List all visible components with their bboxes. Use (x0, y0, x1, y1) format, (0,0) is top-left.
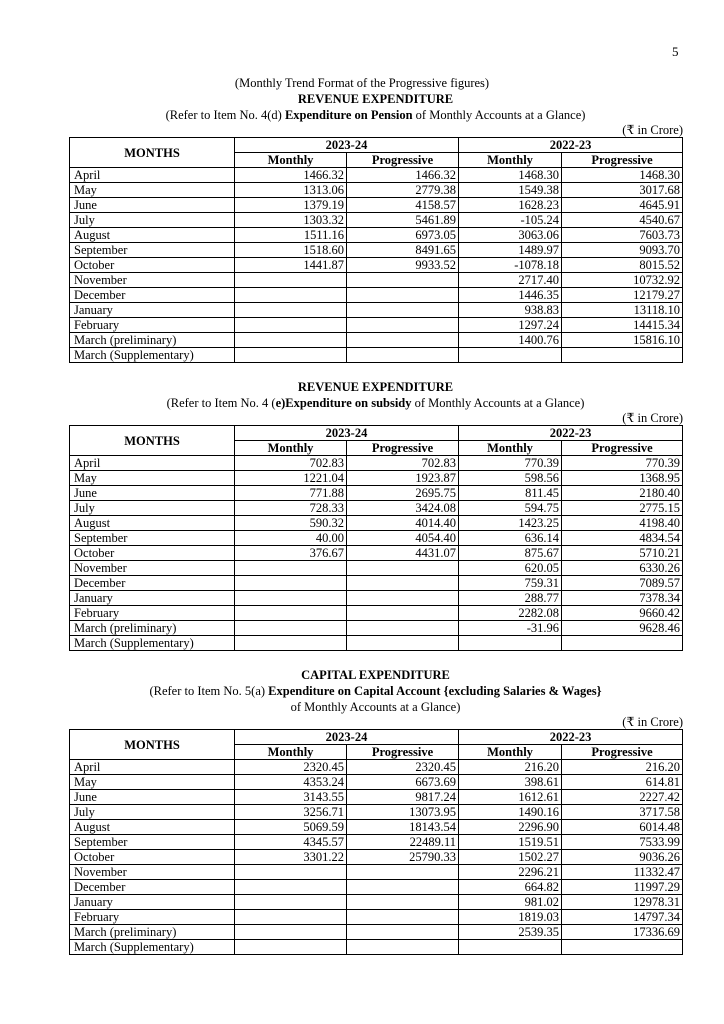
month-cell: August (70, 820, 235, 835)
monthly-previous-cell: -31.96 (459, 621, 562, 636)
unit-label: (₹ in Crore) (622, 411, 683, 425)
header-row-years (70, 138, 683, 153)
month-cell: October (70, 546, 235, 561)
month-cell: May (70, 775, 235, 790)
monthly-previous-cell: 2296.90 (459, 820, 562, 835)
progressive-previous-cell: 12179.27 (562, 288, 683, 303)
progressive-current-cell (347, 333, 459, 348)
monthly-current-cell (235, 561, 347, 576)
progressive-current-cell: 1923.87 (347, 471, 459, 486)
month-cell: July (70, 501, 235, 516)
table-row (70, 621, 683, 636)
progressive-header: Progressive (562, 441, 683, 456)
monthly-previous-cell: 2717.40 (459, 273, 562, 288)
progressive-previous-cell: 4834.54 (562, 531, 683, 546)
month-cell: January (70, 303, 235, 318)
monthly-current-cell: 1313.06 (235, 183, 347, 198)
monthly-current-cell (235, 865, 347, 880)
monthly-previous-cell: 288.77 (459, 591, 562, 606)
month-cell: December (70, 288, 235, 303)
table-row (70, 561, 683, 576)
progressive-previous-cell: 6330.26 (562, 561, 683, 576)
monthly-previous-cell: 1490.16 (459, 805, 562, 820)
monthly-current-cell: 4353.24 (235, 775, 347, 790)
monthly-header: Monthly (235, 745, 347, 760)
progressive-current-cell (347, 880, 459, 895)
progressive-previous-cell: 614.81 (562, 775, 683, 790)
section-reference (0, 107, 724, 123)
progressive-previous-cell: 12978.31 (562, 895, 683, 910)
progressive-previous-cell: 11332.47 (562, 865, 683, 880)
progressive-previous-cell: 11997.29 (562, 880, 683, 895)
monthly-previous-cell: 770.39 (459, 456, 562, 471)
progressive-current-cell (347, 561, 459, 576)
table-row (70, 820, 683, 835)
reference-prefix: (Refer to Item No. 4 ( (166, 396, 276, 410)
monthly-previous-cell: 938.83 (459, 303, 562, 318)
header-row-years (70, 426, 683, 441)
month-cell: August (70, 228, 235, 243)
section-reference-line2: of Monthly Accounts at a Glance) (290, 700, 461, 714)
table-row (70, 865, 683, 880)
monthly-previous-cell: 216.20 (459, 760, 562, 775)
month-cell: September (70, 531, 235, 546)
monthly-previous-cell: 2296.21 (459, 865, 562, 880)
progressive-current-cell: 4014.40 (347, 516, 459, 531)
monthly-current-cell: 728.33 (235, 501, 347, 516)
progressive-current-cell (347, 288, 459, 303)
unit-label: (₹ in Crore) (622, 123, 683, 137)
table-row (70, 288, 683, 303)
monthly-current-cell: 590.32 (235, 516, 347, 531)
progressive-current-cell (347, 318, 459, 333)
progressive-current-cell: 3424.08 (347, 501, 459, 516)
progressive-current-cell: 4431.07 (347, 546, 459, 561)
month-cell: April (70, 456, 235, 471)
monthly-previous-cell: 759.31 (459, 576, 562, 591)
monthly-header: Monthly (459, 745, 562, 760)
progressive-previous-cell: 7089.57 (562, 576, 683, 591)
month-cell: March (Supplementary) (70, 940, 235, 955)
monthly-previous-cell: 620.05 (459, 561, 562, 576)
table-row (70, 910, 683, 925)
months-header: MONTHS (70, 426, 235, 456)
progressive-current-cell: 702.83 (347, 456, 459, 471)
monthly-previous-cell: 875.67 (459, 546, 562, 561)
month-cell: September (70, 835, 235, 850)
progressive-header: Progressive (562, 745, 683, 760)
month-cell: April (70, 168, 235, 183)
monthly-previous-cell: 981.02 (459, 895, 562, 910)
monthly-header: Monthly (459, 153, 562, 168)
progressive-current-cell (347, 273, 459, 288)
progressive-current-cell (347, 303, 459, 318)
month-cell: May (70, 183, 235, 198)
month-cell: October (70, 258, 235, 273)
progressive-previous-cell: 14415.34 (562, 318, 683, 333)
table-row (70, 940, 683, 955)
monthly-previous-cell: 1446.35 (459, 288, 562, 303)
progressive-previous-cell (562, 636, 683, 651)
table-row (70, 348, 683, 363)
table-row (70, 805, 683, 820)
month-cell: July (70, 213, 235, 228)
month-cell: August (70, 516, 235, 531)
progressive-current-cell (347, 606, 459, 621)
progressive-previous-cell: 9660.42 (562, 606, 683, 621)
monthly-current-cell: 702.83 (235, 456, 347, 471)
page-number: 5 (672, 44, 679, 59)
monthly-previous-cell: 1549.38 (459, 183, 562, 198)
month-cell: November (70, 865, 235, 880)
reference-suffix: of Monthly Accounts at a Glance) (411, 396, 585, 410)
monthly-current-cell (235, 940, 347, 955)
reference-suffix: of Monthly Accounts at a Glance) (412, 108, 586, 122)
table-row (70, 333, 683, 348)
progressive-previous-cell: 7378.34 (562, 591, 683, 606)
progressive-previous-cell: 4645.91 (562, 198, 683, 213)
monthly-current-cell (235, 591, 347, 606)
monthly-current-cell (235, 880, 347, 895)
reference-prefix: (Refer to Item No. 4(d) (165, 108, 285, 122)
progressive-previous-cell: 13118.10 (562, 303, 683, 318)
progressive-header: Progressive (562, 153, 683, 168)
monthly-current-cell: 40.00 (235, 531, 347, 546)
monthly-current-cell (235, 303, 347, 318)
monthly-previous-cell: 3063.06 (459, 228, 562, 243)
monthly-current-cell: 1441.87 (235, 258, 347, 273)
table-row (70, 576, 683, 591)
progressive-current-cell (347, 940, 459, 955)
unit-label: (₹ in Crore) (622, 715, 683, 729)
month-cell: March (preliminary) (70, 925, 235, 940)
monthly-current-cell (235, 621, 347, 636)
progressive-previous-cell: 770.39 (562, 456, 683, 471)
monthly-previous-cell: 1400.76 (459, 333, 562, 348)
monthly-current-cell (235, 288, 347, 303)
progressive-previous-cell: 17336.69 (562, 925, 683, 940)
table-row (70, 531, 683, 546)
progressive-current-cell: 22489.11 (347, 835, 459, 850)
progressive-current-cell: 25790.33 (347, 850, 459, 865)
progressive-current-cell (347, 925, 459, 940)
year-header-current: 2023-24 (235, 426, 459, 441)
progressive-previous-cell (562, 940, 683, 955)
monthly-current-cell: 2320.45 (235, 760, 347, 775)
monthly-previous-cell (459, 636, 562, 651)
year-header-previous: 2022-23 (459, 730, 683, 745)
month-cell: March (Supplementary) (70, 636, 235, 651)
month-cell: June (70, 486, 235, 501)
progressive-current-cell (347, 591, 459, 606)
monthly-current-cell: 376.67 (235, 546, 347, 561)
progressive-current-cell (347, 348, 459, 363)
month-cell: June (70, 198, 235, 213)
progressive-current-cell: 1466.32 (347, 168, 459, 183)
table-row (70, 213, 683, 228)
progressive-current-cell: 2779.38 (347, 183, 459, 198)
progressive-previous-cell: 10732.92 (562, 273, 683, 288)
table-row (70, 228, 683, 243)
monthly-current-cell (235, 273, 347, 288)
progressive-previous-cell: 3717.58 (562, 805, 683, 820)
month-cell: January (70, 591, 235, 606)
table-row (70, 925, 683, 940)
month-cell: March (preliminary) (70, 333, 235, 348)
progressive-previous-cell: 7603.73 (562, 228, 683, 243)
monthly-current-cell (235, 636, 347, 651)
table-row (70, 636, 683, 651)
progressive-previous-cell: 1468.30 (562, 168, 683, 183)
monthly-previous-cell: 1297.24 (459, 318, 562, 333)
progressive-current-cell (347, 621, 459, 636)
month-cell: September (70, 243, 235, 258)
progressive-current-cell (347, 910, 459, 925)
month-cell: December (70, 880, 235, 895)
table-row (70, 471, 683, 486)
monthly-previous-cell: 398.61 (459, 775, 562, 790)
progressive-current-cell: 6973.05 (347, 228, 459, 243)
month-cell: February (70, 910, 235, 925)
progressive-current-cell: 2320.45 (347, 760, 459, 775)
monthly-previous-cell (459, 940, 562, 955)
monthly-previous-cell: 1519.51 (459, 835, 562, 850)
progressive-previous-cell: 9036.26 (562, 850, 683, 865)
progressive-previous-cell: 15816.10 (562, 333, 683, 348)
table-row (70, 546, 683, 561)
section-heading: CAPITAL EXPENDITURE (301, 668, 450, 682)
month-cell: February (70, 606, 235, 621)
monthly-previous-cell: 636.14 (459, 531, 562, 546)
table-row (70, 850, 683, 865)
month-cell: December (70, 576, 235, 591)
section-capital (69, 668, 682, 955)
progressive-current-cell: 2695.75 (347, 486, 459, 501)
monthly-current-cell: 3143.55 (235, 790, 347, 805)
monthly-previous-cell: 1468.30 (459, 168, 562, 183)
month-cell: January (70, 895, 235, 910)
monthly-previous-cell: 594.75 (459, 501, 562, 516)
monthly-previous-cell: -1078.18 (459, 258, 562, 273)
progressive-previous-cell: 5710.21 (562, 546, 683, 561)
progressive-current-cell (347, 895, 459, 910)
month-cell: April (70, 760, 235, 775)
table-row (70, 168, 683, 183)
progressive-previous-cell: 2775.15 (562, 501, 683, 516)
progressive-previous-cell: 6014.48 (562, 820, 683, 835)
progressive-previous-cell: 4198.40 (562, 516, 683, 531)
section-heading: REVENUE EXPENDITURE (297, 92, 454, 106)
table-row (70, 895, 683, 910)
monthly-current-cell: 1221.04 (235, 471, 347, 486)
monthly-current-cell: 1379.19 (235, 198, 347, 213)
table-row (70, 243, 683, 258)
monthly-header: Monthly (459, 441, 562, 456)
month-cell: July (70, 805, 235, 820)
section-heading: REVENUE EXPENDITURE (297, 380, 454, 394)
table-row (70, 591, 683, 606)
expenditure-table (69, 729, 683, 955)
progressive-previous-cell: 2180.40 (562, 486, 683, 501)
table-row (70, 880, 683, 895)
main-title: (Monthly Trend Format of the Progressive figures) (234, 76, 490, 90)
year-header-current: 2023-24 (235, 730, 459, 745)
progressive-previous-cell: 14797.34 (562, 910, 683, 925)
monthly-previous-cell: 1489.97 (459, 243, 562, 258)
progressive-previous-cell: 7533.99 (562, 835, 683, 850)
section-reference (0, 683, 724, 699)
progressive-current-cell (347, 865, 459, 880)
monthly-current-cell: 5069.59 (235, 820, 347, 835)
section-pension (69, 92, 682, 363)
monthly-current-cell: 4345.57 (235, 835, 347, 850)
year-header-previous: 2022-23 (459, 138, 683, 153)
monthly-current-cell (235, 910, 347, 925)
table-row (70, 486, 683, 501)
progressive-current-cell: 9817.24 (347, 790, 459, 805)
monthly-previous-cell: 2282.08 (459, 606, 562, 621)
monthly-previous-cell: 664.82 (459, 880, 562, 895)
monthly-current-cell (235, 333, 347, 348)
table-row (70, 258, 683, 273)
table-row (70, 790, 683, 805)
progressive-current-cell: 5461.89 (347, 213, 459, 228)
progressive-previous-cell: 8015.52 (562, 258, 683, 273)
reference-item: Expenditure on Pension (284, 108, 413, 122)
progressive-previous-cell (562, 348, 683, 363)
progressive-current-cell: 8491.65 (347, 243, 459, 258)
month-cell: November (70, 561, 235, 576)
expenditure-table (69, 425, 683, 651)
progressive-previous-cell: 9628.46 (562, 621, 683, 636)
months-header: MONTHS (70, 138, 235, 168)
monthly-current-cell: 1518.60 (235, 243, 347, 258)
month-cell: May (70, 471, 235, 486)
monthly-current-cell: 1466.32 (235, 168, 347, 183)
months-header: MONTHS (70, 730, 235, 760)
year-header-current: 2023-24 (235, 138, 459, 153)
progressive-previous-cell: 4540.67 (562, 213, 683, 228)
year-header-previous: 2022-23 (459, 426, 683, 441)
table-row (70, 835, 683, 850)
month-cell: February (70, 318, 235, 333)
section-reference (0, 395, 724, 411)
reference-item: e)Expenditure on subsidy (275, 396, 412, 410)
monthly-previous-cell: 598.56 (459, 471, 562, 486)
progressive-current-cell: 13073.95 (347, 805, 459, 820)
monthly-current-cell: 1511.16 (235, 228, 347, 243)
monthly-previous-cell: -105.24 (459, 213, 562, 228)
reference-prefix: (Refer to Item No. 5(a) (149, 684, 269, 698)
monthly-current-cell (235, 348, 347, 363)
table-row (70, 516, 683, 531)
monthly-current-cell: 3256.71 (235, 805, 347, 820)
monthly-current-cell (235, 576, 347, 591)
monthly-previous-cell: 1819.03 (459, 910, 562, 925)
monthly-current-cell: 771.88 (235, 486, 347, 501)
monthly-current-cell (235, 318, 347, 333)
table-row (70, 198, 683, 213)
month-cell: November (70, 273, 235, 288)
table-row (70, 303, 683, 318)
progressive-previous-cell: 216.20 (562, 760, 683, 775)
monthly-previous-cell: 2539.35 (459, 925, 562, 940)
progressive-previous-cell: 9093.70 (562, 243, 683, 258)
monthly-header: Monthly (235, 441, 347, 456)
month-cell: March (preliminary) (70, 621, 235, 636)
expenditure-table (69, 137, 683, 363)
monthly-header: Monthly (235, 153, 347, 168)
month-cell: March (Supplementary) (70, 348, 235, 363)
monthly-current-cell (235, 606, 347, 621)
monthly-current-cell (235, 895, 347, 910)
progressive-current-cell: 4054.40 (347, 531, 459, 546)
monthly-current-cell: 1303.32 (235, 213, 347, 228)
month-cell: June (70, 790, 235, 805)
table-row (70, 501, 683, 516)
monthly-previous-cell: 811.45 (459, 486, 562, 501)
progressive-current-cell: 4158.57 (347, 198, 459, 213)
monthly-previous-cell: 1612.61 (459, 790, 562, 805)
progressive-header: Progressive (347, 441, 459, 456)
table-row (70, 318, 683, 333)
section-subsidy (69, 380, 682, 651)
month-cell: October (70, 850, 235, 865)
table-row (70, 273, 683, 288)
progressive-header: Progressive (347, 153, 459, 168)
monthly-current-cell: 3301.22 (235, 850, 347, 865)
progressive-header: Progressive (347, 745, 459, 760)
table-row (70, 456, 683, 471)
table-row (70, 606, 683, 621)
monthly-previous-cell: 1628.23 (459, 198, 562, 213)
monthly-previous-cell: 1502.27 (459, 850, 562, 865)
progressive-previous-cell: 1368.95 (562, 471, 683, 486)
table-row (70, 183, 683, 198)
table-row (70, 760, 683, 775)
monthly-previous-cell (459, 348, 562, 363)
progressive-previous-cell: 3017.68 (562, 183, 683, 198)
monthly-previous-cell: 1423.25 (459, 516, 562, 531)
progressive-current-cell: 9933.52 (347, 258, 459, 273)
reference-item: Expenditure on Capital Account {excluding Salaries & Wages} (268, 684, 602, 698)
progressive-current-cell: 6673.69 (347, 775, 459, 790)
progressive-current-cell (347, 576, 459, 591)
monthly-current-cell (235, 925, 347, 940)
progressive-current-cell: 18143.54 (347, 820, 459, 835)
progressive-previous-cell: 2227.42 (562, 790, 683, 805)
table-row (70, 775, 683, 790)
progressive-current-cell (347, 636, 459, 651)
header-row-years (70, 730, 683, 745)
